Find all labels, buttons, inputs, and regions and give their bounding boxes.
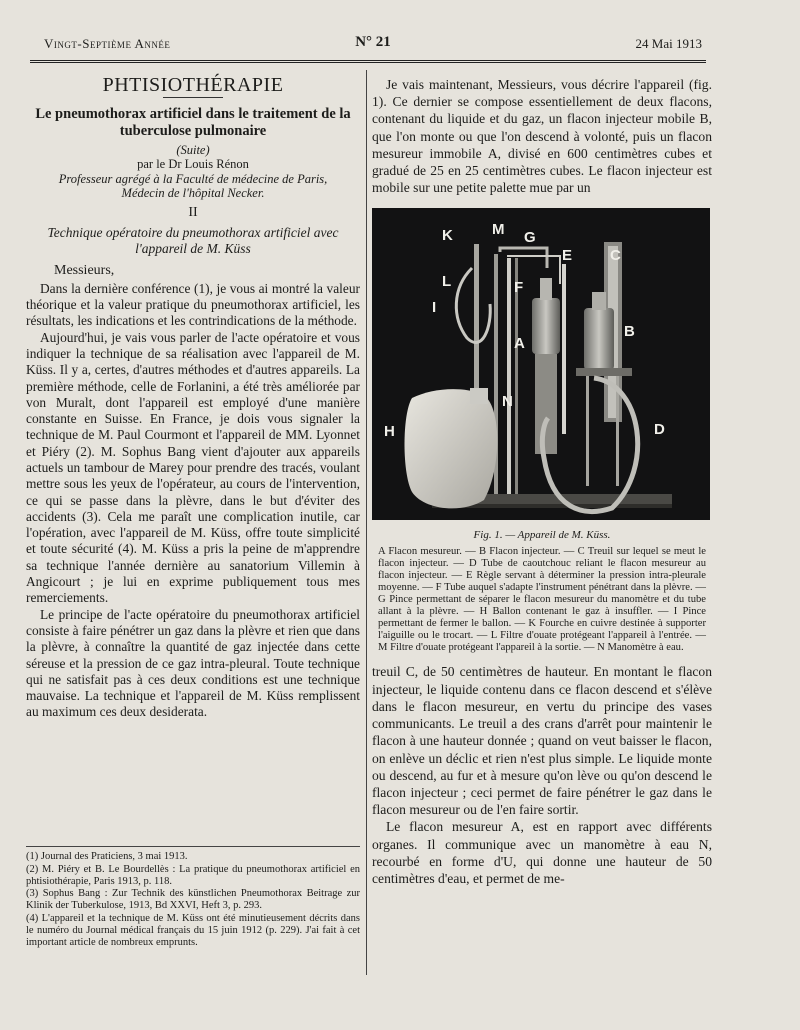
left-column [26,76,360,721]
label-l: L [442,273,452,291]
apparatus-photograph [372,208,710,520]
label-a: A [514,335,525,353]
section-rule [163,97,223,98]
label-g: G [524,229,536,247]
label-h: H [384,423,395,441]
paragraph-3: Le principe de l'acte opératoire du pneumothorax artificiel consiste à faire pénétrer un gaz dans la plèvre et rien que dans la plèvre, à connaître la quantité de gaz injectée dans cette séreuse et la pression de ce gaz intra-pleural. Toute technique qui ne satisfait pas à ces deux conditions est une technique mauvaise. La technique et l'appareil de M. Küss remplissent au maximum ces deux desiderata. [26,606,360,720]
footnote-4: (4) L'appareil et la technique de M. Küss ont été minutieusement décrits dans le numéro du Journal médical français du 15 juin 1912 (p. 229). J'ai fait à cet important article de nombreux emprunts. [26,912,360,948]
right-paragraph-2: Le flacon mesureur A, est en rapport avec différents organes. Il communique avec un manomètre à eau N, recourbé en forme d'U, qui donne une hauteur de 50 centimètres d'eau, et permet de me- [372,819,712,886]
label-b: B [624,323,635,341]
apparatus-illustration [372,208,710,520]
byline: par le Dr Louis Rénon [137,156,249,171]
right-paragraph-1: treuil C, de 50 centimètres de hauteur. En montant le flacon injecteur, le liquide contenu dans ce flacon descend et s'élève dans le flacon mesureur, en vertu du principe des vases communicants. Le treuil a des crans d'arrêt pour maintenir le flacon à une hauteur donnée ; quand on veut baisser le flacon, on enlève un déclic et rien n'est plus simple. Le liquide monte ou descend, au fur et à mesure qu'on lève ou qu'on descend le flacon injecteur ; ceci permet de faire pénétrer le gaz dans le flacon mesureur ou de l'en faire sortir. [372,664,712,818]
running-head [44,36,702,54]
article-title: Le pneumothorax artificiel dans le traitement de la tuberculose pulmonaire [35,105,351,139]
label-f: F [514,279,524,297]
paragraph-1: Dans la dernière conférence (1), je vous ai montré la valeur théorique et la valeur pratique du pneumothorax artificiel, les résultats, les indications et les contrindications de la méthode. [26,280,360,329]
label-n: N [502,393,513,411]
label-k: K [442,227,453,245]
author-affiliation-2: Médecin de l'hôpital Necker. [121,185,265,200]
label-e: E [562,247,573,265]
section-title: PHTISIOTHÉRAPIE [102,74,284,96]
suite-label: (Suite) [176,142,210,157]
issue-date: 24 Mai 1913 [635,36,702,51]
footnotes [26,846,360,949]
gas-bag-shape [405,389,498,508]
footnote-2: (2) M. Piéry et B. Le Bourdellès : La pratique du pneumothorax artificiel en phtisiothérapie, Paris 1913, p. 118. [26,863,360,887]
figure-caption-title: Fig. 1. — Appareil de M. Küss. [473,529,611,542]
part-number: II [188,204,198,220]
label-d: D [654,421,665,439]
right-intro-paragraph: Je vais maintenant, Messieurs, vous décrire l'appareil (fig. 1). Ce dernier se compose essentiellement de deux flacons, contenant du liquide et du gaz, un flacon injecteur mobile B, que l'on monte ou que l'on descend à volonté, puis un flacon mesureur immobile A, divisé en 600 centimètres cubes et gradué de 25 en 25 centimètres cubes. Le flacon injecteur est mobile sur une petite palette mue par un [372,77,712,196]
author-affiliation-1: Professeur agrégé à la Faculté de médecine de Paris, [58,171,328,186]
figure-caption-legend: A Flacon mesureur. — B Flacon injecteur. — C Treuil sur lequel se meut le flacon injecteur. — D Tube de caoutchouc reliant le flacon mesureur au flacon injecteur. — E Règle servant à déterminer la pression intra-pleurale moyenne. — F Tube auquel s'adapte l'instrument pénétrant dans la plèvre. — G Pince permettant de séparer le flacon mesureur du manomètre et du tube allant à la plèvre. — H Ballon contenant le gaz à insuffler. — I Pince permettant de fermer le ballon. — K Fourche en cuivre destinée à supporter l'aiguille ou le trocart. — L Filtre d'ouate protégeant l'appareil à l'entrée. — M Filtre d'ouate protégeant l'appareil à la sortie. — N Manomètre à eau. [378,546,706,653]
column-divider [366,70,367,975]
footnote-3: (3) Sophus Bang : Zur Technik des künstlichen Pneumothorax Beitrage zur Klinik der Tuberkulose, 1913, Bd XXVI, Heft 3, p. 293. [26,888,360,912]
volume-year: Vingt-Septième Année [44,36,171,51]
right-column [372,76,712,887]
label-c: C [610,247,621,265]
issue-number: N° 21 [355,34,391,50]
label-m: M [492,221,505,239]
label-i: I [432,299,437,317]
salutation: Messieurs, [54,262,115,278]
article-subtitle: Technique opératoire du pneumothorax artificiel avec l'appareil de M. Küss [47,224,339,256]
paragraph-2: Aujourd'hui, je vais vous parler de l'acte opératoire et vous indiquer la technique de sa réalisation avec l'appareil de M. Küss. Il y a, certes, d'autres méthodes et d'autres appareils. La première méthode, celle de Forlanini, a été très améliorée par von Muralt, dont l'appareil est employé d'une manière constante en Suisse. En France, je dois vous signaler la technique de M. Paul Courmont et l'appareil de MM. Lyonnet et Piéry (2). M. Sophus Bang vient d'ajouter aux appareils actuels un tambour de Marey pour prendre des tracés, voulant mettre sous les yeux de l'opérateur, au cours de l'intervention, ce qui se passe dans la plèvre, dans le but d'éviter des accidents (3). Cela me paraît une complication inutile, car l'opération, avec l'appareil de M. Küss, offre toute simplicité et toute sécurité (4). M. Küss a pris la peine de m'apprendre sa technique l'année dernière au sanatorium Villemin à Angicourt ; je lui en exprime publiquement tous mes remerciements. [26,329,360,606]
footnote-1: (1) Journal des Praticiens, 3 mai 1913. [26,851,188,862]
header-rule [30,60,706,66]
